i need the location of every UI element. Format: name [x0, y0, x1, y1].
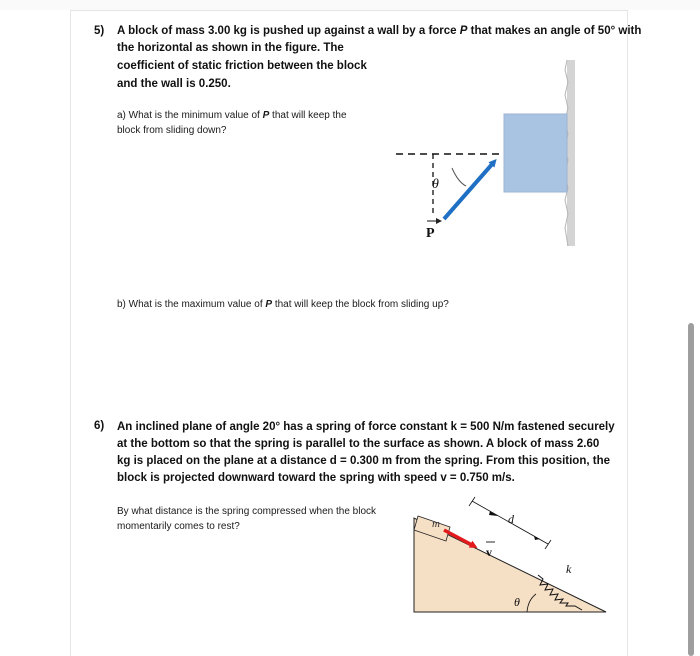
q5a-text-a: a) What is the minimum value of: [117, 110, 263, 121]
distance-tick-end: [545, 540, 551, 549]
q5b-force-symbol: P: [265, 299, 273, 310]
problem-6-line-2: at the bottom so that the spring is parallel to the surface as shown. A block of mass 2.60: [117, 438, 600, 450]
q5b-text-a: b) What is the maximum value of: [117, 299, 266, 310]
problem-6-line-3: kg is placed on the plane at a distance d = 0.300 m from the spring. From this position, the: [117, 455, 611, 467]
p5-text-b: that makes an angle of 50° with: [467, 25, 642, 37]
problem-6-line-1: An inclined plane of angle 20° has a spring of force constant k = 500 N/m fastened securely: [117, 421, 615, 433]
theta-label: θ: [432, 177, 439, 192]
p5-force-symbol: P: [459, 25, 468, 37]
problem-6-line-4: block is projected downward toward the spring with speed v = 0.750 m/s.: [117, 472, 515, 484]
q5a-force-symbol: P: [262, 110, 270, 121]
m-label: m: [432, 518, 440, 530]
q5a-text-b: that will keep the: [269, 110, 347, 121]
v-label: v: [486, 545, 492, 559]
problem-5-line-3: coefficient of static friction between the block: [117, 60, 367, 72]
problem-5-number: 5): [94, 25, 105, 37]
distance-tick-start: [469, 497, 475, 506]
d-label: d: [508, 512, 514, 526]
p5-text-a: A block of mass 3.00 kg is pushed up against a wall by a force: [117, 25, 460, 37]
question-6-line-1: By what distance is the spring compressed when the block: [117, 506, 377, 517]
question-6-line-2: momentarily comes to rest?: [117, 521, 240, 532]
P-label: P: [426, 226, 435, 241]
distance-arrowhead-1: [489, 511, 498, 516]
k-label: k: [566, 562, 572, 576]
problem-5-line-4: and the wall is 0.250.: [117, 78, 231, 90]
problem-5-line-2: the horizontal as shown in the figure. The: [117, 42, 344, 54]
problem-6-number: 6): [94, 420, 105, 432]
incline-theta-label: θ: [514, 595, 520, 609]
question-5a-line-2: block from sliding down?: [117, 125, 227, 136]
q5b-text-b: that will keep the block from sliding up?: [272, 299, 449, 310]
